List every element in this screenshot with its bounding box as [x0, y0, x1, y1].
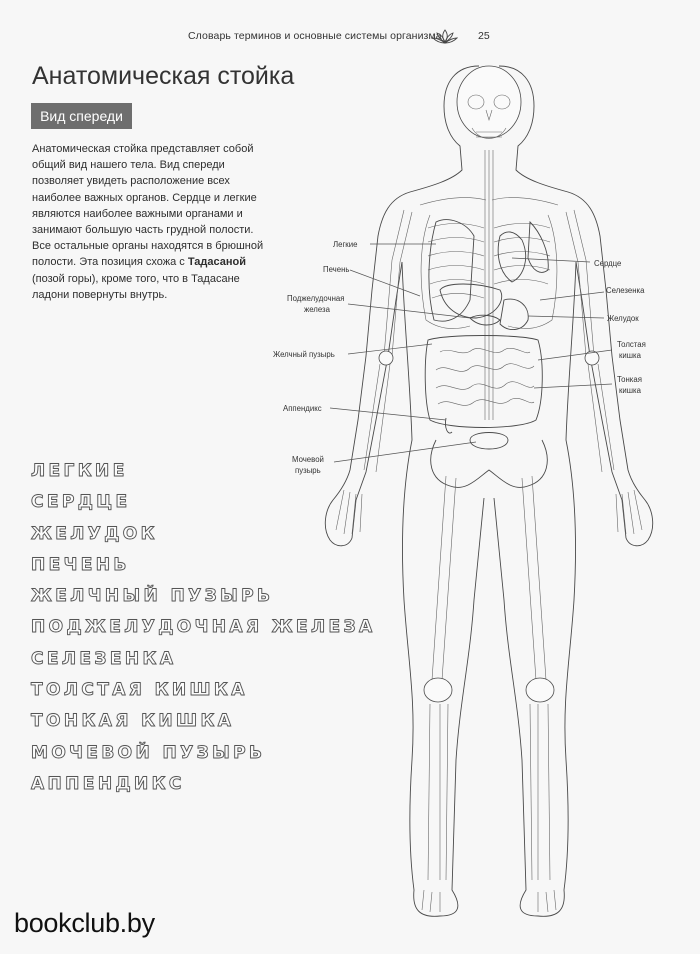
label-appendix: Аппендикс — [283, 404, 322, 413]
running-title: Словарь терминов и основные системы организма — [188, 30, 442, 42]
label-gallbladder: Желчный пузырь — [273, 350, 335, 359]
label-bladder: Мочевой — [292, 455, 324, 464]
lotus-icon — [432, 28, 458, 46]
organs — [425, 220, 548, 449]
label-spleen: Селезенка — [606, 286, 645, 295]
term-item: СЕЛЕЗЕНКА — [31, 648, 177, 669]
section-title: Анатомическая стойка — [32, 62, 295, 90]
skull — [457, 66, 521, 139]
label-heart: Сердце — [594, 259, 622, 268]
term-item: СЕРДЦЕ — [31, 492, 131, 513]
term-item: ЖЕЛУДОК — [31, 523, 158, 544]
label-bladder-2: пузырь — [295, 466, 321, 475]
label-lungs: Легкие — [333, 240, 358, 249]
label-small-intestine: Тонкая — [617, 375, 642, 384]
paragraph-text-end: (позой горы), кроме того, что в Тадасане ладони повернуты внутрь. — [32, 272, 240, 301]
term-item: ПЕЧЕНЬ — [31, 554, 130, 575]
watermark: bookclub.by — [14, 908, 155, 938]
label-stomach: Желудок — [607, 314, 639, 323]
page-number: 25 — [478, 30, 490, 42]
paragraph-bold: Тадасаной — [187, 256, 247, 269]
term-item: ТОЛСТАЯ КИШКА — [31, 680, 248, 701]
leg-bones — [422, 440, 556, 912]
body-paragraph — [32, 141, 272, 303]
term-item: АППЕНДИКС — [31, 773, 185, 794]
term-item: ТОНКАЯ КИШКА — [31, 711, 235, 732]
leader-lines — [330, 244, 612, 462]
label-small-intestine-2: кишка — [619, 386, 641, 395]
page-header — [0, 28, 700, 48]
term-item: ЛЕГКИЕ — [31, 461, 128, 481]
label-colon: Толстая — [617, 340, 646, 349]
label-liver: Печень — [323, 265, 350, 274]
term-item: МОЧЕВОЙ ПУЗЫРЬ — [31, 742, 266, 763]
label-pancreas: Поджелудочная — [287, 294, 345, 303]
term-item: ЖЕЛЧНЫЙ ПУЗЫРЬ — [31, 586, 274, 607]
label-pancreas-2: железа — [304, 305, 330, 314]
label-colon-2: кишка — [619, 351, 641, 360]
term-item: ПОДЖЕЛУДОЧНАЯ ЖЕЛЕЗА — [31, 617, 376, 638]
ribcage — [420, 150, 558, 420]
view-label: Вид спереди — [31, 103, 132, 129]
paragraph-text: Анатомическая стойка представляет собой общий вид нашего тела. Вид спереди позволяет увидеть расположение всех наиболее важных органов. Сердце и легкие являются наиболее важными органами и занимают большую часть грудной полости. Все остальные органы находятся в брюшной полости. Эта позиция схожа с — [32, 143, 264, 269]
anatomy-figure — [255, 60, 700, 954]
